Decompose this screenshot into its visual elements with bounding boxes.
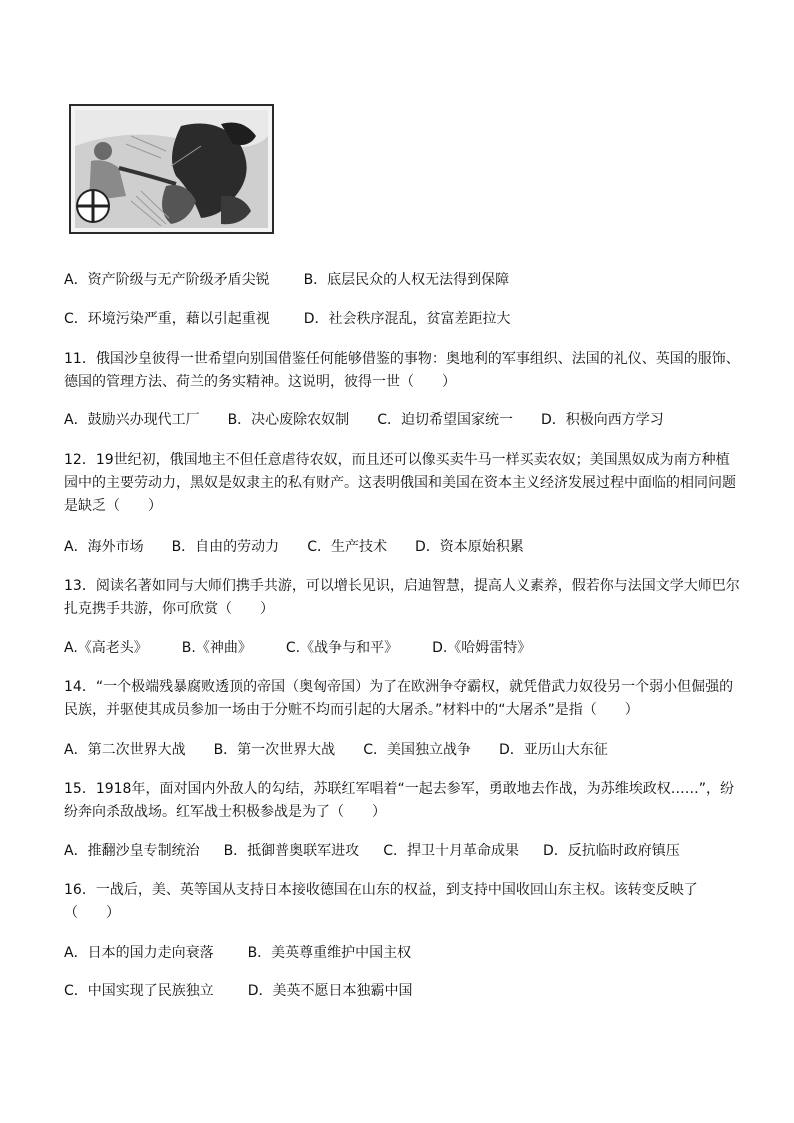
- q12-option-b: B．自由的劳动力: [171, 539, 280, 555]
- q12-options: [64, 537, 524, 557]
- q12-stem-line2: 园中的主要劳动力，黑奴是奴隶主的私有财产。这表明俄国和美国在资本主义经济发展过程中面临的相同问题: [64, 475, 736, 491]
- q16-options-row2: [64, 981, 413, 1001]
- q12-option-a: A．海外市场: [64, 539, 144, 555]
- q16-stem-line2: （ ）: [64, 905, 120, 921]
- q13-options: [64, 638, 531, 658]
- q15-stem-line2: 纷奔向杀敌战场。红军战士积极参战是为了（ ）: [64, 804, 386, 820]
- q10-options-row2: [64, 309, 511, 329]
- q16-option-c: C．中国实现了民族独立: [64, 983, 214, 999]
- q14-option-b: B．第一次世界大战: [213, 742, 336, 758]
- q11-option-b: B．决心废除农奴制: [227, 412, 350, 428]
- q11-stem-line2: 德国的管理方法、荷兰的务实精神。这说明，彼得一世（ ）: [64, 374, 456, 390]
- q11-option-d: D．积极向西方学习: [540, 412, 664, 428]
- cartoon-drawing: [71, 106, 272, 232]
- q10-option-d: D．社会秩序混乱，贫富差距拉大: [303, 311, 511, 327]
- q15-options: [64, 841, 680, 861]
- q11-options: [64, 410, 664, 430]
- q16-option-a: A．日本的国力走向衰落: [64, 945, 214, 961]
- q15-option-d: D．反抗临时政府镇压: [542, 843, 680, 859]
- q13-stem-line2: 扎克携手共游，你可欣赏（ ）: [64, 601, 274, 617]
- q14-options: [64, 740, 608, 760]
- q12-stem-line1: 12．19世纪初，俄国地主不但任意虐待农奴，而且还可以像买卖牛马一样买卖农奴；美国黑奴成为南方种植: [64, 452, 730, 468]
- q14-option-d: D．亚历山大东征: [498, 742, 608, 758]
- q13-option-a: A.《高老头》: [64, 640, 148, 656]
- q12-option-d: D．资本原始积累: [414, 539, 524, 555]
- q14-option-a: A．第二次世界大战: [64, 742, 186, 758]
- q16-stem-line1: 16．一战后，美、英等国从支持日本接收德国在山东的权益，到支持中国收回山东主权。该转变反映了: [64, 882, 698, 898]
- q11-stem-line1: 11．俄国沙皇彼得一世希望向别国借鉴任何能够借鉴的事物：奥地利的军事组织、法国的礼仪、英国的服饰、: [64, 351, 740, 367]
- q16-option-b: B．美英尊重维护中国主权: [247, 945, 412, 961]
- cartoon-illustration: [69, 104, 274, 234]
- q13-option-c: C.《战争与和平》: [285, 640, 399, 656]
- q11-option-a: A．鼓励兴办现代工厂: [64, 412, 200, 428]
- q15-option-b: B．抵御普奥联军进攻: [223, 843, 360, 859]
- q13-stem-line1: 13．阅读名著如同与大师们携手共游，可以增长见识，启迪智慧，提高人义素养，假若你与法国文学大师巴尔: [64, 578, 740, 594]
- q10-option-c: C．环境污染严重，藉以引起重视: [64, 311, 270, 327]
- q15-stem-line1: 15．1918年，面对国内外敌人的勾结，苏联红军唱着“一起去参军，勇敢地去作战，为苏维埃政权……”，纷: [64, 781, 734, 797]
- q14-stem-line1: 14．“一个极端残暴腐败透顶的帝国（奥匈帝国）为了在欧洲争夺霸权，就凭借武力奴役另一个弱小但倔强的: [64, 679, 734, 695]
- q14-stem-line2: 民族，并驱使其成员参加一场由于分赃不均而引起的大屠杀。”材料中的“大屠杀”是指（ ）: [64, 702, 639, 718]
- q10-option-a: A．资产阶级与无产阶级矛盾尖锐: [64, 272, 270, 288]
- q16-options-row1: [64, 943, 411, 963]
- q13-option-b: B.《神曲》: [181, 640, 252, 656]
- q16-option-d: D．美英不愿日本独霸中国: [247, 983, 413, 999]
- q13-option-d: D.《哈姆雷特》: [432, 640, 532, 656]
- q15-option-a: A．推翻沙皇专制统治: [64, 843, 200, 859]
- q14-option-c: C．美国独立战争: [363, 742, 471, 758]
- q11-option-c: C．迫切希望国家统一: [377, 412, 513, 428]
- q12-stem-line3: 是缺乏（ ）: [64, 498, 162, 514]
- q12-option-c: C．生产技术: [307, 539, 387, 555]
- q15-option-c: C．捍卫十月革命成果: [383, 843, 519, 859]
- q10-options-row1: [64, 270, 509, 290]
- q10-option-b: B．底层民众的人权无法得到保障: [303, 272, 510, 288]
